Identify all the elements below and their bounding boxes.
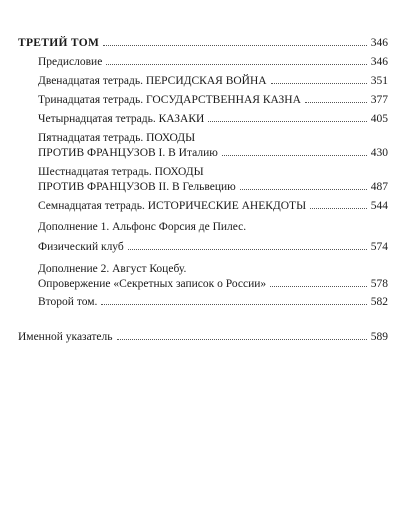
leader-dots bbox=[310, 208, 367, 209]
leader-dots bbox=[117, 339, 367, 340]
toc-entry-title: Тринадцатая тетрадь. ГОСУДАРСТВЕННАЯ КАЗНА bbox=[38, 94, 301, 106]
toc-entry-notebook-16 bbox=[38, 180, 388, 194]
toc-entry-title: Семнадцатая тетрадь. ИСТОРИЧЕСКИЕ АНЕКДОТЫ bbox=[38, 200, 307, 212]
page-number: 346 bbox=[370, 37, 388, 49]
toc-entry-title: ТРЕТИЙ ТОМ bbox=[18, 37, 100, 49]
toc-entry-preface bbox=[38, 55, 388, 69]
toc-entry-title: Второй том. bbox=[38, 296, 98, 308]
leader-dots bbox=[101, 304, 366, 305]
page-number: 377 bbox=[370, 94, 388, 106]
toc-entry-notebook-15 bbox=[38, 146, 388, 160]
page-number: 487 bbox=[370, 181, 388, 193]
toc-entry-title: ПРОТИВ ФРАНЦУЗОВ I. В Италию bbox=[38, 147, 218, 159]
toc-entry-title: Двенадцатая тетрадь. ПЕРСИДСКАЯ ВОЙНА bbox=[38, 75, 267, 87]
page-number: 544 bbox=[370, 200, 388, 212]
toc-entry-notebook-17 bbox=[38, 199, 388, 213]
toc-entry-title: Именной указатель bbox=[18, 331, 113, 343]
toc-entry-title: ПРОТИВ ФРАНЦУЗОВ II. В Гельвецию bbox=[38, 181, 236, 193]
toc-entry-title: Предисловие bbox=[38, 56, 103, 68]
page-number: 430 bbox=[370, 147, 388, 159]
toc-entry-appendix-2-line1: Дополнение 2. Август Коцебу. bbox=[38, 263, 187, 275]
page-number: 578 bbox=[370, 278, 388, 290]
page-number: 589 bbox=[370, 331, 388, 343]
leader-dots bbox=[271, 83, 367, 84]
toc-entry-appendix-1 bbox=[38, 240, 388, 254]
toc-entry-appendix-2 bbox=[38, 277, 388, 291]
leader-dots bbox=[128, 249, 367, 250]
toc-entry-volume bbox=[18, 36, 388, 50]
leader-dots bbox=[106, 64, 366, 65]
toc-entry-notebook-15-line1: Пятнадцатая тетрадь. ПОХОДЫ bbox=[38, 132, 196, 144]
leader-dots bbox=[305, 102, 367, 103]
page-number: 405 bbox=[370, 113, 388, 125]
leader-dots bbox=[240, 189, 367, 190]
toc-entry-second-volume bbox=[38, 295, 388, 309]
toc-entry-notebook-13 bbox=[38, 93, 388, 107]
toc-entry-notebook-14 bbox=[38, 112, 388, 126]
page-number: 346 bbox=[370, 56, 388, 68]
page-number: 582 bbox=[370, 296, 388, 308]
toc-entry-name-index bbox=[18, 330, 388, 344]
toc-entry-title: Физический клуб bbox=[38, 241, 124, 253]
toc-entry-notebook-12 bbox=[38, 74, 388, 88]
page-number: 574 bbox=[370, 241, 388, 253]
leader-dots bbox=[222, 155, 367, 156]
leader-dots bbox=[270, 286, 367, 287]
toc-entry-title: Четырнадцатая тетрадь. КАЗАКИ bbox=[38, 113, 205, 125]
toc-entry-notebook-16-line1: Шестнадцатая тетрадь. ПОХОДЫ bbox=[38, 166, 204, 178]
toc-entry-appendix-1-line1: Дополнение 1. Альфонс Форсия де Пилес. bbox=[38, 221, 247, 233]
toc-entry-title: Опровержение «Секретных записок о России» bbox=[38, 278, 267, 290]
page-number: 351 bbox=[370, 75, 388, 87]
leader-dots bbox=[103, 45, 367, 46]
leader-dots bbox=[208, 121, 366, 122]
